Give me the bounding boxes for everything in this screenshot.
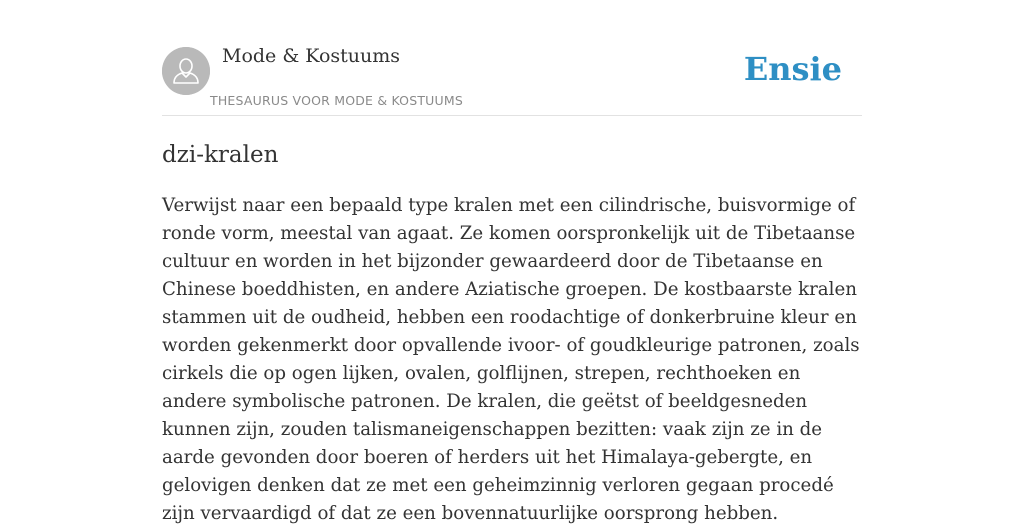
- term-definition: Verwijst naar een bepaald type kralen met een cilindrische, buisvormige of ronde vorm, meestal van agaat. Ze komen oorspronkelijk uit de Tibetaanse cultuur en worden in het bijzonder gewaardeerd door de Tibetaanse en Chinese boeddhisten, en andere Aziatische groepen. De kostbaarste kralen stammen uit de oudheid, hebben een roodachtige of donkerbruine kleur en worden gekenmerkt door opvallende ivoor- of goudkleurige patronen, zoals cirkels die op ogen lijken, ovalen, golflijnen, strepen, rechthoeken en andere symbolische patronen. De kralen, die geëtst of beeldgesneden kunnen zijn, zouden talismaneigenschappen bezitten: vaak zijn ze in de aarde gevonden door boeren of herders uit het Himalaya-gebergte, en gelovigen denken dat ze met een geheimzinnig verloren gegaan procedé zijn vervaardigd of dat ze een bovennatuurlijke oorsprong hebben.: [162, 195, 860, 524]
- site-subtitle: THESAURUS VOOR MODE & KOSTUUMS: [210, 93, 463, 108]
- term-title: dzi-kralen: [162, 142, 279, 168]
- content-container: [162, 0, 862, 528]
- ensie-logo-link[interactable]: Ensie: [743, 50, 842, 88]
- person-outline-icon: [162, 47, 210, 95]
- site-title-link[interactable]: Mode & Kostuums: [222, 45, 401, 67]
- user-avatar-icon[interactable]: [162, 47, 210, 95]
- header: [162, 0, 862, 116]
